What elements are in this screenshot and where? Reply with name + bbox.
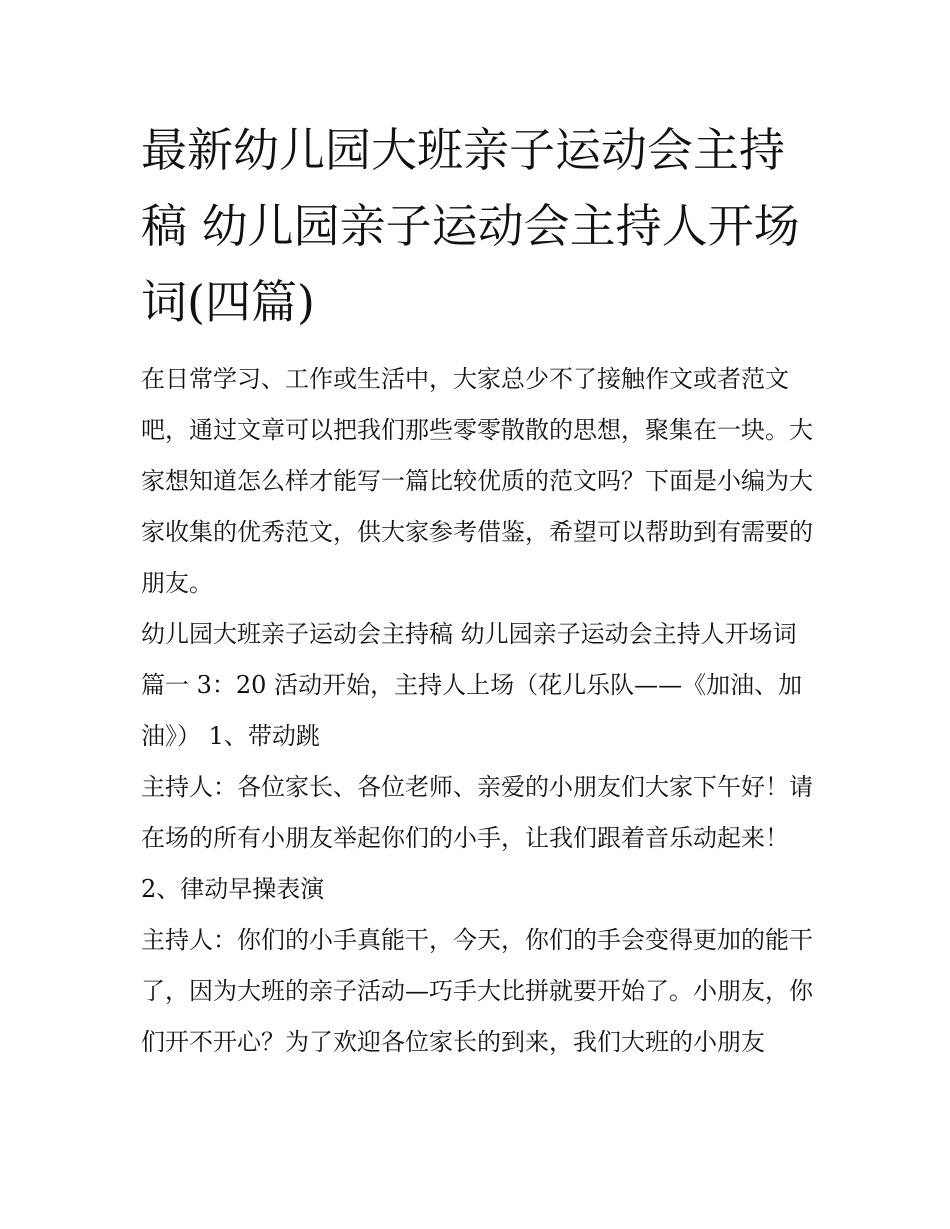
- document-body: [141, 112, 813, 1068]
- intro-paragraph: 在日常学习、工作或生活中，大家总少不了接触作文或者范文吧，通过文章可以把我们那些零零散散的思想，聚集在一块。大家想知道怎么样才能写一篇比较优质的范文吗？下面是小编为大家收集的优秀范文，供大家参考借鉴，希望可以帮助到有需要的朋友。: [141, 365, 813, 597]
- host-speech-paragraph: 主持人：你们的小手真能干，今天，你们的手会变得更加的能干: [141, 926, 813, 954]
- document-title: 最新幼儿园大班亲子运动会主持稿 幼儿园亲子运动会主持人开场词(四篇): [141, 123, 800, 329]
- host-greeting-paragraph: 主持人：各位家长、各位老师、亲爱的小朋友们大家下午好！请 在场的所有小朋友举起你们的小手，让我们跟着音乐动起来！ 2、律动早操表演: [141, 773, 813, 903]
- section-heading-paragraph: 幼儿园大班亲子运动会主持稿 幼儿园亲子运动会主持人开场词篇一 3：20 活动开始，主持人上场（花儿乐队——《加油、加油》） 1、带动跳: [141, 620, 803, 750]
- continuation-paragraph: 了，因为大班的亲子活动—巧手大比拼就要开始了。小朋友，你们开不开心？为了欢迎各位家长的到来，我们大班的小朋友: [141, 977, 813, 1056]
- paragraph-list: [141, 354, 813, 1068]
